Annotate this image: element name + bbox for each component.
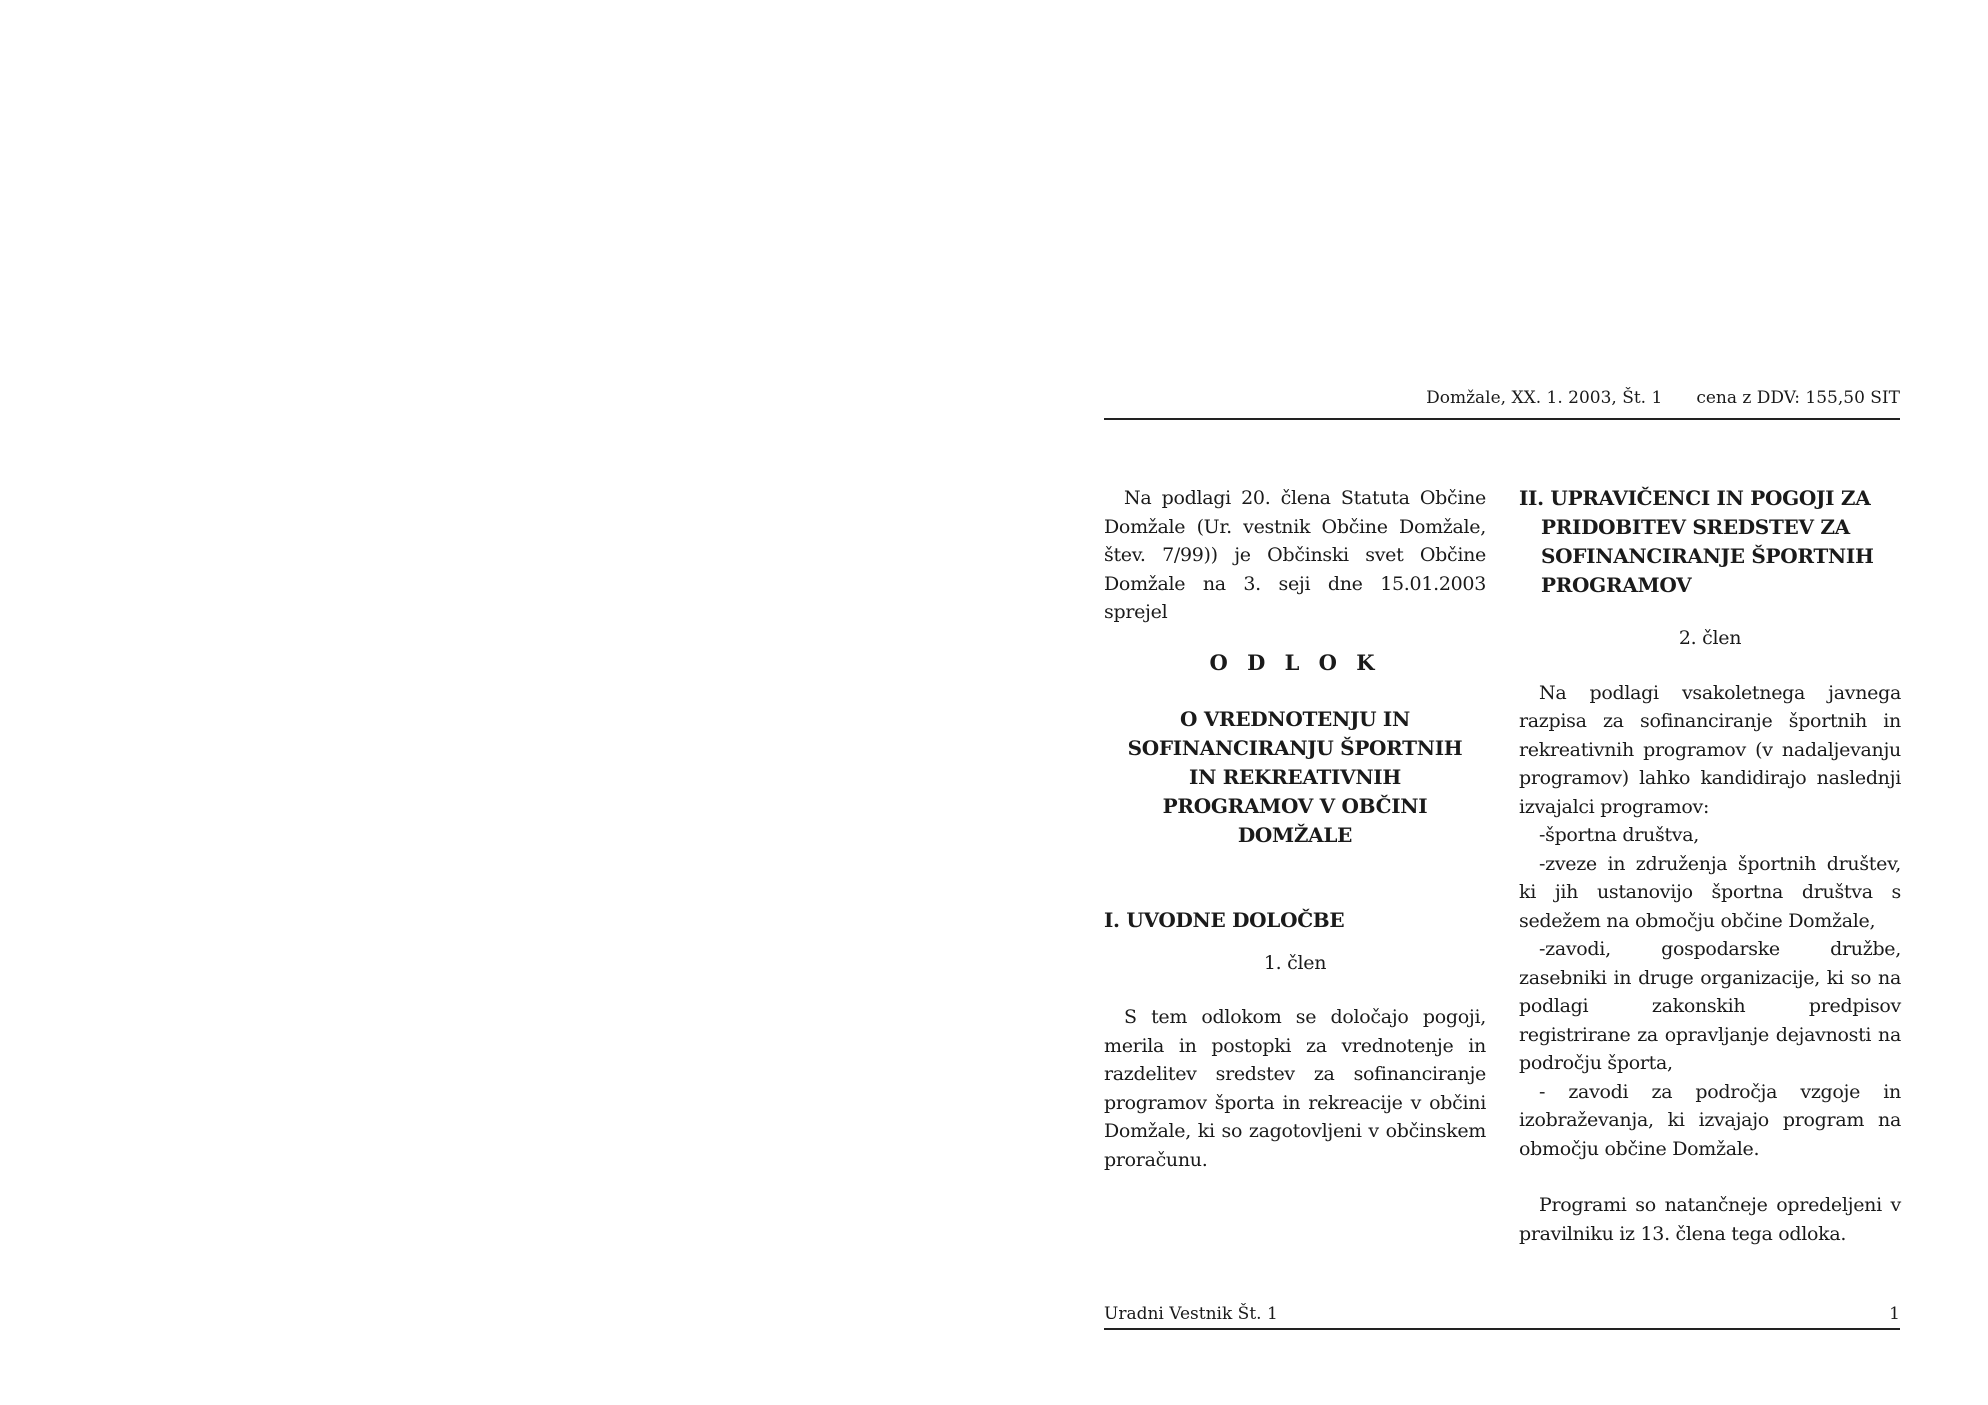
section-1-heading: I. UVODNE DOLOČBE [1104,908,1345,932]
page-footer [1104,1304,1900,1330]
right-column [1519,484,1901,1248]
footer-page-number: 1 [1889,1304,1900,1324]
article-1-heading: 1. člen [1263,951,1327,974]
list-item: - zavodi za področja vzgoje in izobraževanja, ki izvajajo program na območju občine Domžale. [1519,1080,1901,1160]
list-item: -športna društva, [1539,824,1699,846]
page-header [1104,388,1900,420]
article-2-text: Na podlagi vsakoletnega javnega razpisa za sofinanciranje športnih in rekreativnih programov (v nadaljevanju programov) lahko kandidirajo naslednji izvajalci programov: [1519,681,1901,818]
closing-paragraph: Programi so natančneje opredeljeni v pravilniku iz 13. člena tega odloka. [1519,1194,1901,1245]
header-issue: Domžale, XX. 1. 2003, Št. 1 [1426,388,1663,408]
odlok-heading: O D L O K [1209,649,1381,675]
footer-publication: Uradni Vestnik Št. 1 [1104,1304,1278,1324]
intro-paragraph: Na podlagi 20. člena Statuta Občine Domžale (Ur. vestnik Občine Domžale, štev. 7/99)) je Občinski svet Občine Domžale na 3. seji dne 15.01.2003 sprejel [1104,487,1486,623]
document-title: O VREDNOTENJU IN SOFINANCIRANJU ŠPORTNIH IN REKREATIVNIH PROGRAMOV V OBČINI DOMŽALE [1127,707,1463,847]
list-item: -zavodi, gospodarske družbe, zasebniki in druge organizacije, ki so na podlagi zakonskih predpisov registrirane za opravljanje dejavnosti na področju športa, [1519,938,1901,1074]
article-1-text: S tem odlokom se določajo pogoji, merila in postopki za vrednotenje in razdelitev sredstev za sofinanciranje programov športa in rekreacije v občini Domžale, ki so zagotovljeni v občinskem proračunu. [1104,1006,1486,1171]
document-page [1104,388,1900,1328]
list-item: -zveze in združenja športnih društev, ki jih ustanovijo športna društva s sedežem na območju občine Domžale, [1519,852,1901,932]
left-column [1104,484,1486,1174]
section-2-heading: II. UPRAVIČENCI IN POGOJI ZA PRIDOBITEV SREDSTEV ZA SOFINANCIRANJE ŠPORTNIH PROGRAMOV [1519,486,1874,597]
article-2-heading: 2. člen [1678,627,1742,649]
header-price: cena z DDV: 155,50 SIT [1696,388,1900,408]
